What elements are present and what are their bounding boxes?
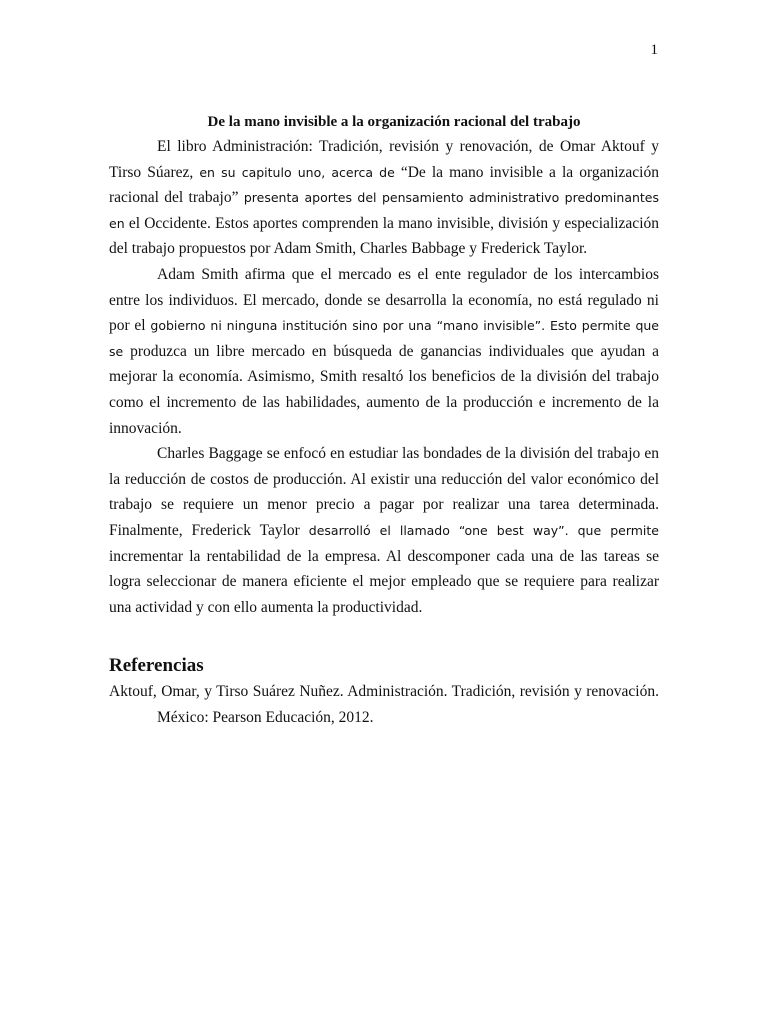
paragraph-text: “De la mano invisible a la organización racional del trabajo” — [109, 163, 659, 207]
paragraph-text: produzca un libre mercado en búsqueda de ganancias individuales que ayudan a mejorar la economía. Asimismo, Smith resaltó los beneficios de la división del trabajo como el incremento de las habilidades, aumento de la producción e incremento de la innovación. — [109, 342, 659, 437]
references-heading: Referencias — [109, 655, 204, 677]
paragraph-text: El libro Administración: Tradición, revisión y renovación, de Omar Aktouf y Tirso Súarez, — [109, 138, 659, 181]
reference-entry: Aktouf, Omar, y Tirso Suárez Nuñez. Administración. Tradición, revisión y renovación. México: Pearson Educación, 2012. — [109, 683, 659, 726]
paragraph-introduction — [109, 134, 659, 262]
paragraph-adam-smith — [109, 262, 659, 441]
paragraph-text: Adam Smith afirma que el mercado es el ente regulador de los intercambios entre los individuos. El mercado, donde se desarrolla la economía, no está regulado ni por el — [109, 265, 659, 335]
document-body — [109, 110, 659, 730]
paragraph-text: gobierno ni ninguna institución sino por una “mano invisible”. Esto permite que se — [109, 318, 659, 359]
paragraph-babbage-taylor — [109, 441, 659, 620]
document-title: De la mano invisible a la organización racional del trabajo — [207, 114, 581, 130]
paragraph-text: el Occidente. Estos aportes comprenden la mano invisible, división y especialización del trabajo propuestos por Adam Smith, Charles Babbage y Frederick Taylor. — [109, 214, 659, 258]
paragraph-text: desarrolló el llamado “one best way”. que permite — [308, 522, 659, 538]
paragraph-text: en su capitulo uno, acerca de — [199, 164, 395, 180]
paragraph-text: Charles Baggage se enfocó en estudiar las bondades de la división del trabajo en la reducción de costos de producción. Al existir una reducción del valor económico del trabajo se requiere un menor precio a pagar por realizar una tarea determinada. Finalmente, Frederick Taylor — [109, 445, 659, 539]
page-number: 1 — [650, 42, 658, 58]
paragraph-text: presenta aportes del pensamiento administrativo predominantes en — [109, 190, 660, 231]
paragraph-text: incrementar la rentabilidad de la empresa. Al descomponer cada una de las tareas se logra seleccionar de manera eficiente el mejor empleado que se requiere para realizar una actividad y con ello aumenta la productividad. — [109, 547, 659, 616]
